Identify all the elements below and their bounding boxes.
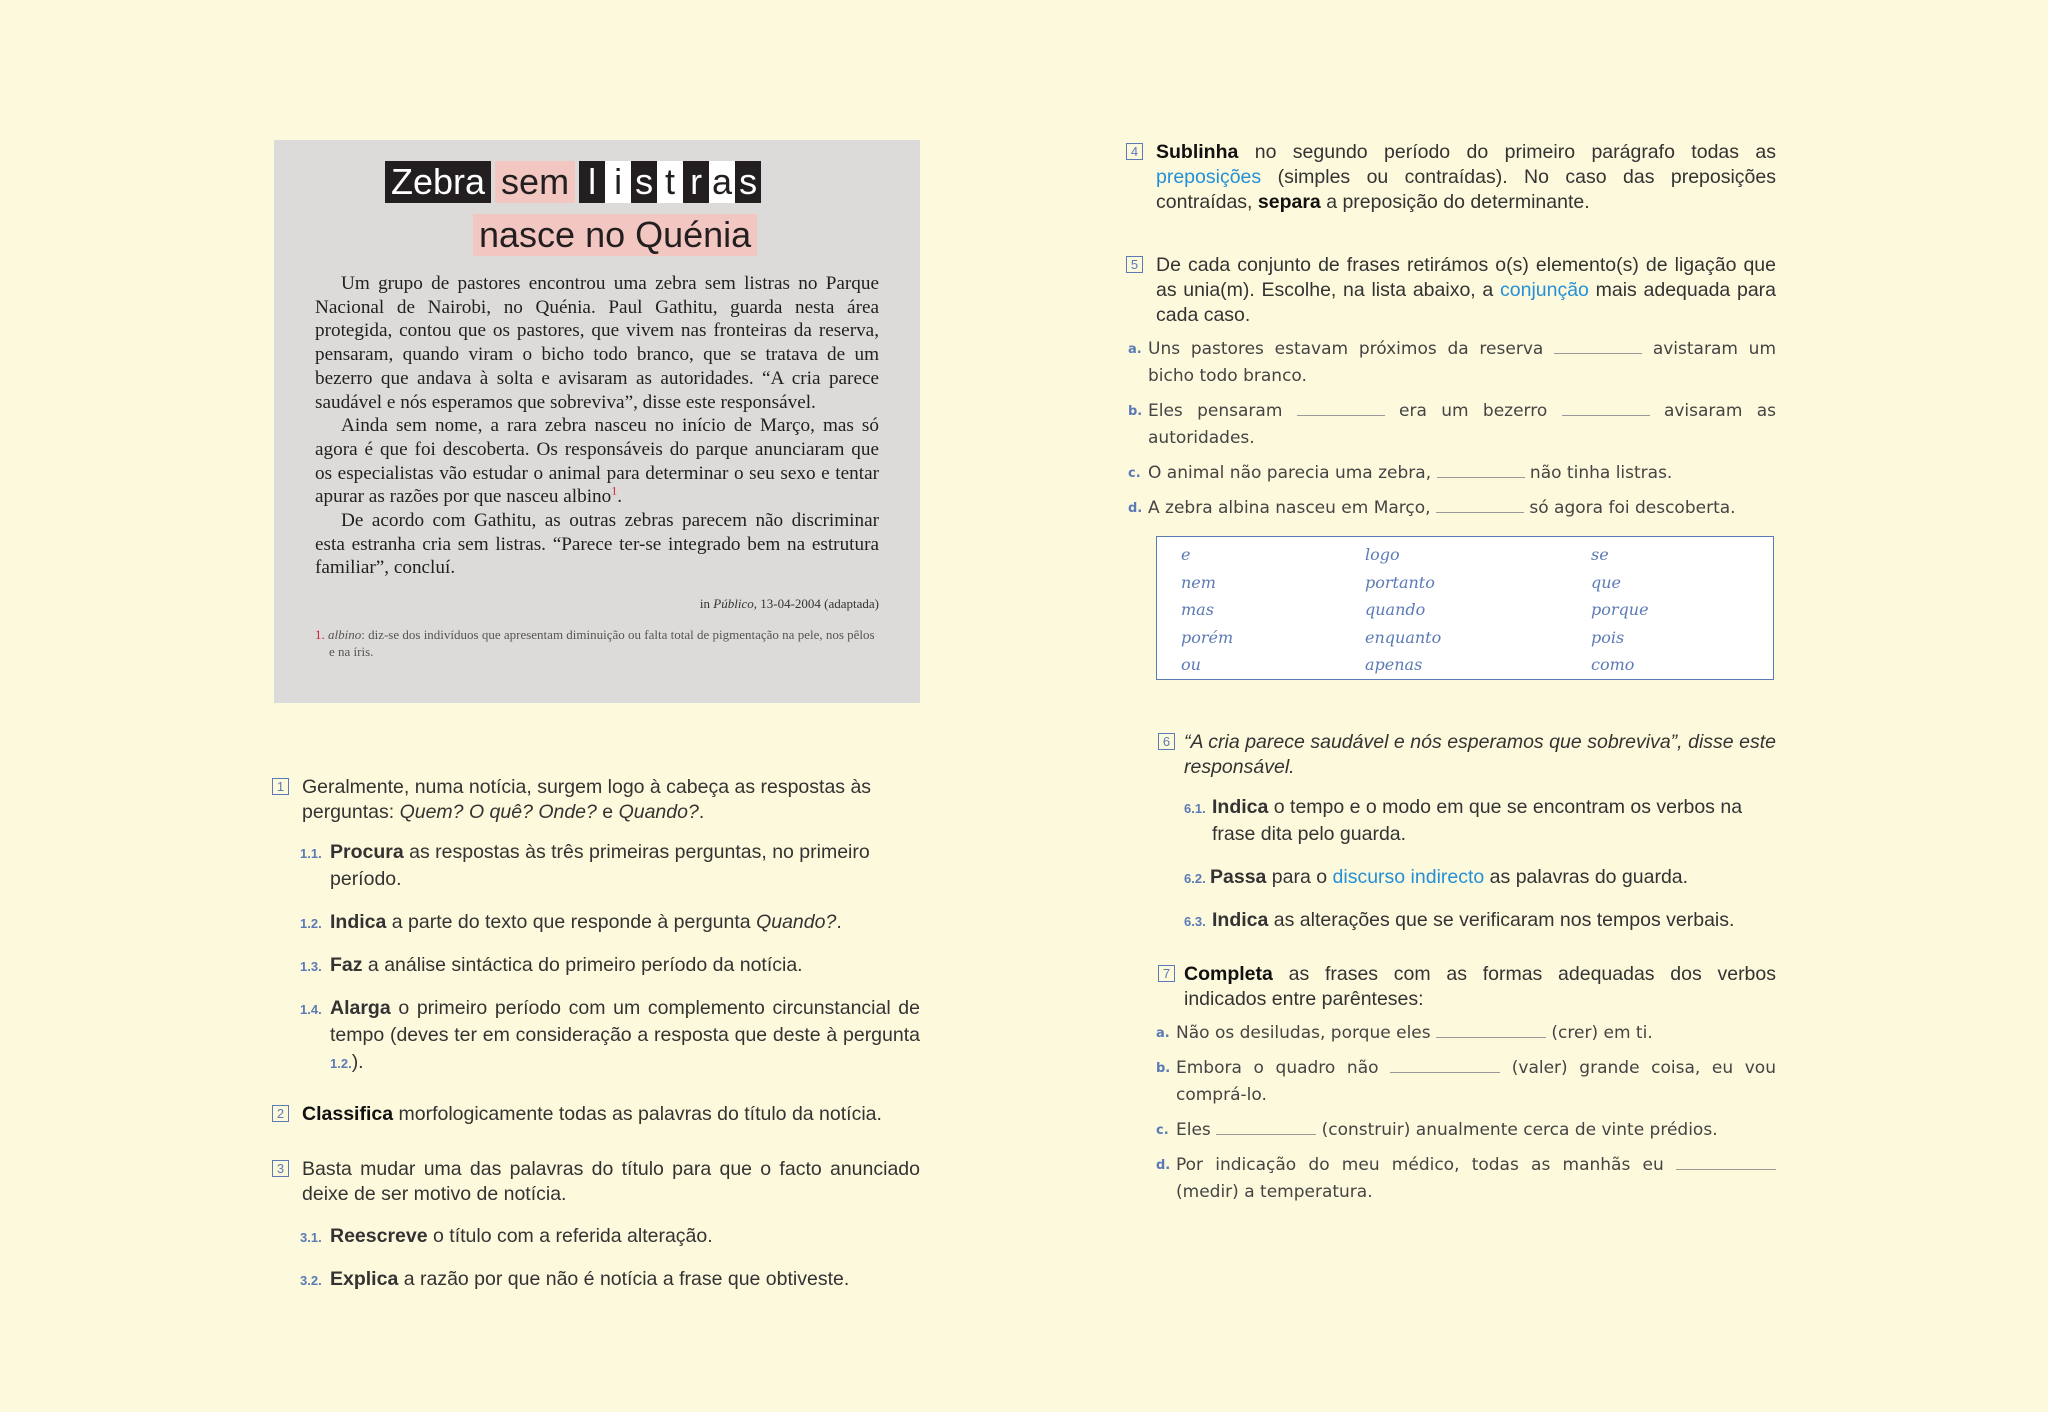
article-paragraph: Um grupo de pastores encontrou uma zebra sem listras no Parque Nacional de Nairobi, no Quénia. Paul Gathitu, guarda nesta área protegida, contou que os pastores, que vivem nas fronteiras da reserva, pensaram, quando viram o bicho todo branco, que se tratava de um bezerro que andava à solta e avisaram as autoridades. “A cria parece saudável e nós esperamos que sobreviva”, disse este responsável.: [315, 273, 879, 413]
subquestion-6-1: 6.1. Indica o tempo e o modo em que se encontram os verbos na frase dita pelo guarda.: [1184, 796, 1743, 845]
question-number: 6: [1158, 733, 1175, 750]
glossary-link[interactable]: conjunção: [1500, 279, 1589, 301]
question-number: 7: [1158, 965, 1175, 982]
word-option: porém: [1181, 627, 1234, 647]
item-5a: a. Uns pastores estavam próximos da reserva avistaram um bicho todo branco.: [1128, 339, 1777, 386]
question-number: 3: [272, 1160, 289, 1177]
title-letter: r: [683, 161, 709, 203]
glossary-link[interactable]: discurso indirecto: [1332, 866, 1485, 888]
subquestion-3-1: 3.1. Reescreve o título com a referida alteração.: [300, 1225, 713, 1247]
question-3: [274, 1157, 920, 1207]
answer-blank[interactable]: [1554, 337, 1642, 354]
word-option: porque: [1591, 600, 1649, 619]
question-number: 2: [272, 1105, 289, 1122]
answer-blank[interactable]: [1216, 1118, 1316, 1135]
question-text: De cada conjunto de frases retirámos o(s) elemento(s) de ligação que as unia(m). Escolhe, na lista abaixo, a conjunção mais adequada para cada caso.: [1156, 254, 1777, 326]
word-option: quando: [1365, 600, 1426, 619]
item-7d: d. Por indicação do meu médico, todas as manhãs eu (medir) a temperatura.: [1128, 1152, 1776, 1206]
question-number: 1: [272, 778, 289, 795]
answer-blank[interactable]: [1437, 461, 1525, 478]
title-letter: s: [631, 161, 657, 203]
question-7: [1128, 962, 1776, 1012]
question-2: [274, 1102, 920, 1127]
footnote-marker: 1: [611, 483, 618, 498]
answer-blank[interactable]: [1676, 1153, 1776, 1170]
item-7c: c. Eles (construir) anualmente cerca de vinte prédios.: [1156, 1120, 1718, 1140]
subquestion-1-4: 1.4. Alarga o primeiro período com um complemento circunstancial de tempo (deves ter em consideração a resposta que deste à pergunta 1.2.).: [300, 997, 920, 1073]
answer-blank[interactable]: [1436, 496, 1524, 513]
word-option: que: [1591, 572, 1622, 592]
question-number: 4: [1126, 143, 1143, 160]
word-option: logo: [1365, 545, 1400, 564]
answer-blank[interactable]: [1390, 1056, 1500, 1073]
question-text: “A cria parece saudável e nós esperamos que sobreviva”, disse este responsável.: [1184, 731, 1776, 778]
question-4: [1128, 140, 1776, 215]
word-option: nem: [1181, 572, 1216, 592]
question-text: Completa as frases com as formas adequadas dos verbos indicados entre parênteses:: [1184, 963, 1776, 1010]
item-7a: a. Não os desiludas, porque eles (crer) em ti.: [1156, 1023, 1653, 1043]
question-5: [1128, 253, 1776, 328]
answer-blank[interactable]: [1436, 1021, 1546, 1038]
title-letter: s: [735, 161, 761, 203]
title-letter: a: [709, 161, 735, 203]
word-option: e: [1181, 545, 1191, 564]
subquestion-1-1: 1.1. Procura as respostas às três primeiras perguntas, no primeiro período.: [300, 841, 870, 890]
article-source: in Público, 13-04-2004 (adaptada): [699, 596, 879, 612]
question-text: Classifica morfologicamente todas as palavras do título da notícia.: [302, 1103, 882, 1125]
word-option: ou: [1181, 655, 1201, 674]
title-letter: i: [605, 161, 631, 203]
title-word-sem: sem: [495, 161, 575, 203]
question-number: 5: [1126, 256, 1143, 273]
answer-blank[interactable]: [1297, 399, 1385, 416]
subquestion-1-3: 1.3. Faz a análise sintáctica do primeiro período da notícia.: [300, 954, 803, 976]
article-title-line2: nasce no Quénia: [473, 214, 757, 256]
word-option: portanto: [1365, 572, 1435, 592]
item-5b: b. Eles pensaram era um bezerro avisaram as autoridades.: [1128, 401, 1776, 448]
word-option: se: [1591, 545, 1609, 564]
word-option: como: [1591, 655, 1635, 674]
subquestion-1-2: 1.2. Indica a parte do texto que responde à pergunta Quando?.: [300, 911, 842, 933]
question-text: Sublinha no segundo período do primeiro parágrafo todas as preposições (simples ou contraídas). No caso das preposições contraídas, separa a preposição do determinante.: [1156, 141, 1776, 213]
left-column: [274, 140, 920, 1293]
title-letter: t: [657, 161, 683, 203]
item-5c: c. O animal não parecia uma zebra, não tinha listras.: [1128, 463, 1673, 483]
question-text: Geralmente, numa notícia, surgem logo à cabeça as respostas às perguntas: Quem? O quê? Onde? e Quando?.: [302, 776, 872, 823]
subquestion-6-3: 6.3. Indica as alterações que se verificaram nos tempos verbais.: [1184, 909, 1735, 931]
title-word-zebra: Zebra: [385, 161, 491, 203]
item-7b: b. Embora o quadro não (valer) grande coisa, eu vou comprá-lo.: [1156, 1058, 1776, 1105]
title-letter: l: [579, 161, 605, 203]
conjunction-word-bank: [1156, 536, 1774, 680]
glossary-link[interactable]: preposições: [1156, 166, 1262, 188]
article-body: [315, 272, 879, 580]
article-footnote: 1. albino: diz-se dos indivíduos que apresentam diminuição ou falta total de pigmentação na pele, nos pêlos e na íris.: [315, 627, 875, 660]
article-title-line1: [385, 160, 879, 204]
subquestion-6-2: 6.2. Passa para o discurso indirecto as palavras do guarda.: [1184, 866, 1689, 888]
item-5d: d. A zebra albina nasceu em Março, só agora foi descoberta.: [1128, 498, 1736, 518]
question-text: Basta mudar uma das palavras do título para que o facto anunciado deixe de ser motivo de notícia.: [302, 1158, 920, 1205]
question-1: [274, 775, 920, 825]
right-column: [1128, 140, 1776, 1206]
question-6: [1128, 730, 1776, 780]
subquestion-3-2: 3.2. Explica a razão por que não é notícia a frase que obtiveste.: [300, 1268, 850, 1290]
word-option: mas: [1181, 600, 1214, 619]
article-box: [274, 140, 920, 703]
article-paragraph: Ainda sem nome, a rara zebra nasceu no início de Março, mas só agora é que foi descoberta. Os responsáveis do parque anunciaram que os especialistas vão estudar o animal para determinar o seu sexo e tentar apurar as razões por que nasceu albino$^1$.: [315, 415, 879, 508]
article-paragraph: De acordo com Gathitu, as outras zebras parecem não discriminar esta estranha cria sem listras. “Parece ter-se integrado bem na estrutura familiar”, concluí.: [315, 510, 879, 579]
answer-blank[interactable]: [1562, 399, 1650, 416]
word-option: enquanto: [1365, 627, 1442, 647]
word-option: pois: [1591, 627, 1625, 647]
word-option: apenas: [1365, 655, 1423, 674]
